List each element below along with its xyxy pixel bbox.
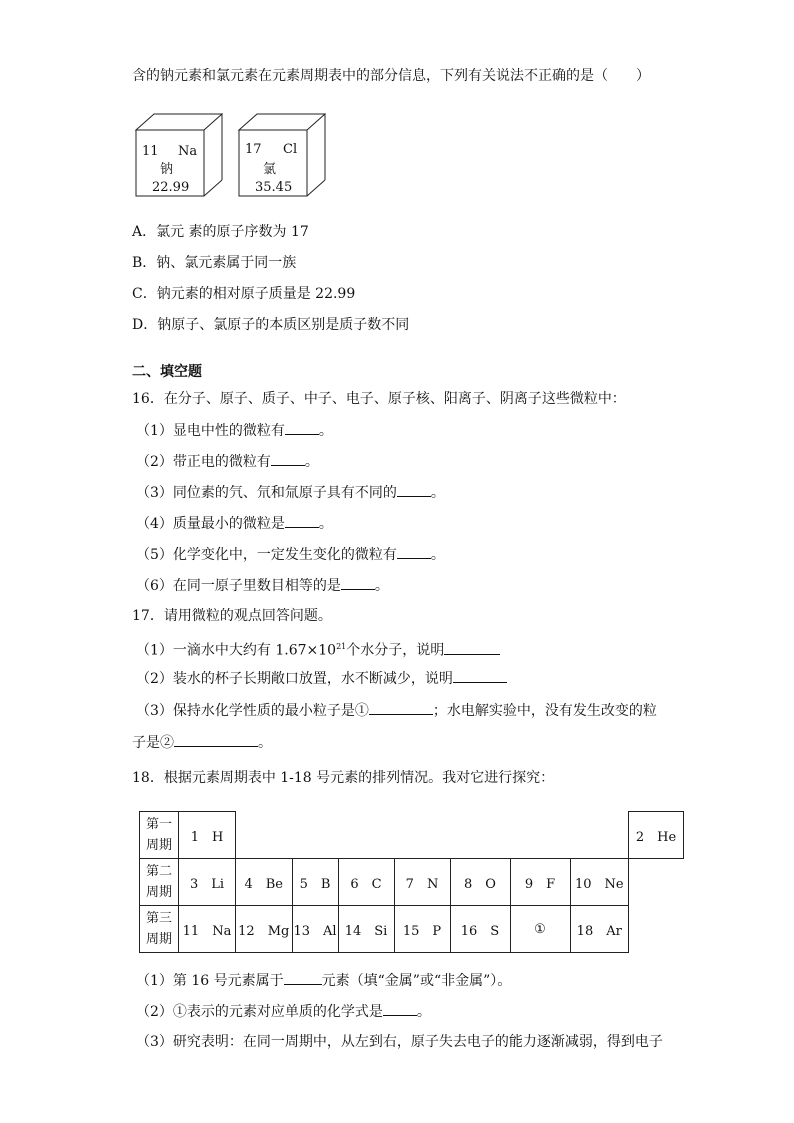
option-c: C．钠元素的相对原子质量是 22.99 <box>132 286 356 302</box>
element-cell: 6 C <box>338 859 394 906</box>
answer-blank[interactable] <box>284 970 322 985</box>
empty-cell <box>394 812 450 859</box>
q16-item-6-text: （6）在同一原子里数目相等的是 <box>136 578 341 594</box>
answer-blank[interactable] <box>285 420 319 435</box>
element-cell: 13 Al <box>292 906 338 953</box>
atomic-number: 11 <box>142 144 159 159</box>
element-cell: 16 S <box>450 906 510 953</box>
q17-stem: 17．请用微粒的观点回答问题。 <box>132 608 332 624</box>
answer-blank[interactable] <box>383 1001 417 1016</box>
element-cell: 5 B <box>292 859 338 906</box>
q16-item-4-end: 。 <box>318 516 333 532</box>
element-name: 氯 <box>263 162 277 177</box>
q17-item-3-cont <box>132 732 272 753</box>
q17-item-2-text: （2）装水的杯子长期敞口放置，水不断减少，说明 <box>136 671 453 687</box>
q17-item-3-text-c: 子是② <box>132 735 174 751</box>
q18-item-2-text: （2）①表示的元素对应单质的化学式是 <box>136 1004 383 1020</box>
q18-item-2-end: 。 <box>416 1004 431 1020</box>
empty-cell <box>292 812 338 859</box>
period-label: 第一周期 <box>140 812 179 859</box>
answer-blank[interactable] <box>341 575 375 590</box>
empty-cell <box>236 812 293 859</box>
empty-cell <box>338 812 394 859</box>
empty-cell <box>570 812 629 859</box>
period-label: 第二周期 <box>140 859 179 906</box>
q16-item-5 <box>136 544 445 565</box>
element-cell: 2 He <box>629 812 684 859</box>
q16-item-1 <box>136 420 333 441</box>
q17-item-3 <box>136 700 657 721</box>
q16-item-6 <box>136 575 389 596</box>
question-intro: 含的钠元素和氯元素在元素周期表中的部分信息，下列有关说法不正确的是（ ） <box>132 68 650 84</box>
q17-item-3-end: 。 <box>258 735 272 751</box>
element-cell: 15 P <box>394 906 450 953</box>
q18-item-3: （3）研究表明：在同一周期中，从左到右，原子失去电子的能力逐渐减弱，得到电子 <box>136 1034 663 1050</box>
element-cell: 14 Si <box>338 906 394 953</box>
option-d: D．钠原子、氯原子的本质区别是质子数不同 <box>132 317 410 333</box>
q16-stem: 16．在分子、原子、质子、中子、电子、原子核、阳离子、阴离子这些微粒中： <box>132 391 626 407</box>
element-cell: 11 Na <box>179 906 236 953</box>
q16-item-1-text: （1）显电中性的微粒有 <box>136 423 285 439</box>
element-symbol: Cl <box>283 142 298 157</box>
periodic-table <box>139 811 684 953</box>
q16-item-3-end: 。 <box>430 485 445 501</box>
answer-blank[interactable] <box>444 640 500 655</box>
answer-blank[interactable] <box>453 668 507 683</box>
element-card-sodium <box>134 112 224 198</box>
element-cell: 9 F <box>510 859 570 906</box>
element-cell: 3 Li <box>179 859 236 906</box>
q18-item-2 <box>136 1001 431 1022</box>
atomic-mass: 35.45 <box>255 180 293 195</box>
q18-stem: 18．根据元素周期表中 1-18 号元素的排列情况。我对它进行探究： <box>132 770 555 786</box>
option-b: B．钠、氯元素属于同一族 <box>132 255 297 271</box>
element-cell: 4 Be <box>236 859 293 906</box>
q16-item-4 <box>136 513 333 534</box>
answer-blank[interactable] <box>369 700 433 715</box>
q17-item-3-text-b: ；水电解实验中，没有发生改变的粒 <box>432 703 657 719</box>
answer-blank[interactable] <box>397 482 431 497</box>
element-cell: 1 H <box>179 812 236 859</box>
q16-item-4-text: （4）质量最小的微粒是 <box>136 516 285 532</box>
option-a: A．氯元 素的原子序数为 17 <box>132 224 309 240</box>
q17-item-3-text: （3）保持水化学性质的最小粒子是① <box>136 703 369 719</box>
answer-blank[interactable] <box>271 451 305 466</box>
section-title: 二、填空题 <box>132 364 202 380</box>
q18-item-1 <box>136 970 511 991</box>
q16-item-6-end: 。 <box>374 578 389 594</box>
element-cell: 12 Mg <box>236 906 293 953</box>
answer-blank[interactable] <box>285 513 319 528</box>
exponent: 21 <box>336 642 347 651</box>
q18-item-1-text: （1）第 16 号元素属于 <box>136 973 284 989</box>
element-name: 钠 <box>160 162 174 177</box>
answer-blank[interactable] <box>397 544 431 559</box>
q17-item-1-tail: 个水分子，说明 <box>346 642 445 659</box>
element-card-chlorine <box>237 112 327 198</box>
element-cell: 7 N <box>394 859 450 906</box>
period-label: 第三周期 <box>140 906 179 953</box>
q17-item-1 <box>136 637 500 661</box>
q17-item-1-text: （1）一滴水中大约有 1.67×10 <box>136 642 337 659</box>
empty-cell <box>450 812 510 859</box>
element-symbol: Na <box>178 144 198 159</box>
element-cell-unknown[interactable]: ① <box>510 906 570 953</box>
q18-item-1-tail: 元素（填“金属”或“非金属”）。 <box>321 973 512 989</box>
q16-item-2-end: 。 <box>304 454 319 470</box>
q17-item-2 <box>136 668 507 689</box>
q16-item-5-end: 。 <box>430 547 445 563</box>
q16-item-3 <box>136 482 445 503</box>
element-cell: 8 O <box>450 859 510 906</box>
answer-blank[interactable] <box>174 732 258 747</box>
empty-cell <box>510 812 570 859</box>
element-cell: 18 Ar <box>570 906 629 953</box>
q16-item-2 <box>136 451 319 472</box>
atomic-number: 17 <box>245 142 262 157</box>
q16-item-3-text: （3）同位素的氕、氘和氚原子具有不同的 <box>136 485 397 501</box>
atomic-mass: 22.99 <box>152 180 190 195</box>
q16-item-5-text: （5）化学变化中，一定发生变化的微粒有 <box>136 547 397 563</box>
q16-item-1-end: 。 <box>318 423 333 439</box>
element-cell: 10 Ne <box>570 859 629 906</box>
q16-item-2-text: （2）带正电的微粒有 <box>136 454 271 470</box>
